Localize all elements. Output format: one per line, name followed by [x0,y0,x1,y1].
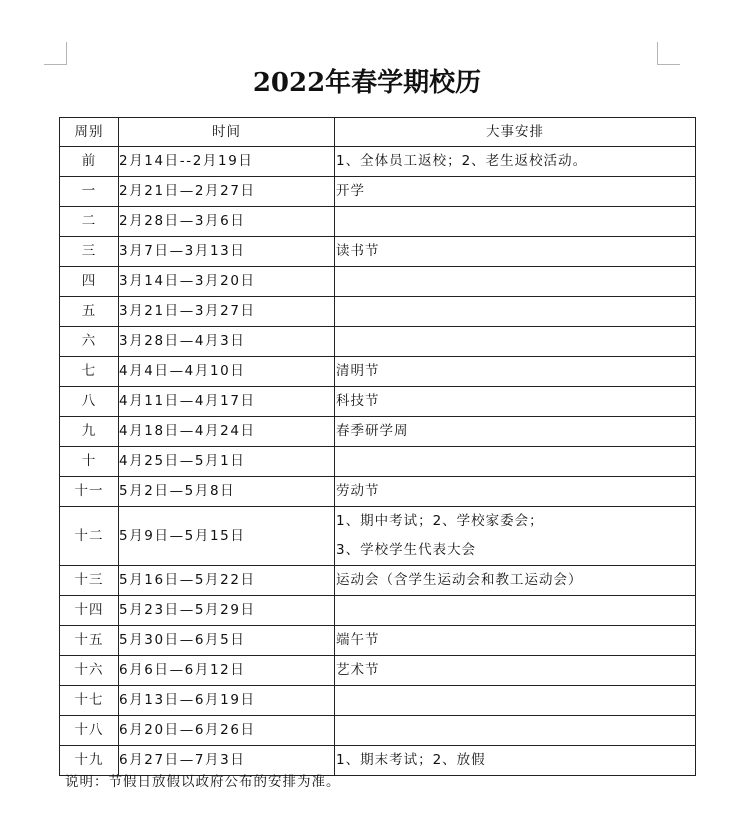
table-row [60,267,696,297]
event-line: 1、全体员工返校；2、老生返校活动。 [336,153,588,169]
week-cell: 四 [60,267,119,297]
table-row [60,177,696,207]
table-body [60,147,696,776]
events-cell [335,507,696,566]
week-cell: 十三 [60,566,119,596]
date-cell: 2月21日—2月27日 [119,177,335,207]
footnote: 说明：节假日放假以政府公布的安排为准。 [65,774,341,790]
event-line: 艺术节 [336,662,380,678]
event-line: 读书节 [336,243,380,259]
date-cell: 3月14日—3月20日 [119,267,335,297]
events-cell [335,686,696,716]
events-cell [335,716,696,746]
calendar-table [59,117,696,776]
date-cell: 2月28日—3月6日 [119,207,335,237]
events-cell [335,417,696,447]
event-line: 春季研学周 [336,423,409,439]
table-row [60,686,696,716]
week-cell: 十九 [60,746,119,776]
date-cell: 5月16日—5月22日 [119,566,335,596]
events-cell [335,477,696,507]
date-cell: 4月4日—4月10日 [119,357,335,387]
week-cell: 前 [60,147,119,177]
crop-mark-top-right [657,42,680,65]
date-cell: 4月11日—4月17日 [119,387,335,417]
events-cell [335,656,696,686]
date-cell: 6月6日—6月12日 [119,656,335,686]
header-events: 大事安排 [335,118,696,147]
event-line: 开学 [336,183,365,199]
events-cell [335,207,696,237]
table-row [60,596,696,626]
header-date: 时间 [119,118,335,147]
event-line: 1、期中考试；2、学校家委会； [336,513,544,529]
table-row [60,447,696,477]
date-cell: 3月28日—4月3日 [119,327,335,357]
date-cell: 2月14日--2月19日 [119,147,335,177]
week-cell: 七 [60,357,119,387]
events-cell [335,596,696,626]
events-cell [335,297,696,327]
week-cell: 一 [60,177,119,207]
table-header-row [60,118,696,147]
table-row [60,357,696,387]
week-cell: 十七 [60,686,119,716]
table-row [60,477,696,507]
event-line: 科技节 [336,393,380,409]
date-cell: 4月18日—4月24日 [119,417,335,447]
events-cell [335,566,696,596]
event-line: 3、学校学生代表大会 [336,542,477,558]
events-cell [335,267,696,297]
event-line: 运动会（含学生运动会和教工运动会） [336,572,583,588]
week-cell: 九 [60,417,119,447]
events-cell [335,447,696,477]
week-cell: 十 [60,447,119,477]
events-cell [335,147,696,177]
crop-mark-top-left [44,42,67,65]
table-row [60,656,696,686]
events-cell [335,626,696,656]
date-cell: 6月27日—7月3日 [119,746,335,776]
week-cell: 十八 [60,716,119,746]
date-cell: 6月20日—6月26日 [119,716,335,746]
date-cell: 6月13日—6月19日 [119,686,335,716]
events-cell [335,746,696,776]
week-cell: 三 [60,237,119,267]
date-cell: 5月2日—5月8日 [119,477,335,507]
date-cell: 3月7日—3月13日 [119,237,335,267]
week-cell: 十四 [60,596,119,626]
table-row [60,626,696,656]
events-cell [335,327,696,357]
week-cell: 五 [60,297,119,327]
event-line: 劳动节 [336,483,380,499]
events-cell [335,237,696,267]
event-line: 1、期末考试；2、放假 [336,752,486,768]
table-row [60,327,696,357]
events-cell [335,177,696,207]
date-cell: 4月25日—5月1日 [119,447,335,477]
week-cell: 十一 [60,477,119,507]
week-cell: 十五 [60,626,119,656]
event-line: 端午节 [336,632,380,648]
header-week: 周别 [60,118,119,147]
events-cell [335,387,696,417]
table-row [60,716,696,746]
table-row [60,207,696,237]
date-cell: 5月9日—5月15日 [119,507,335,566]
date-cell: 3月21日—3月27日 [119,297,335,327]
table-row [60,297,696,327]
week-cell: 二 [60,207,119,237]
week-cell: 十二 [60,507,119,566]
date-cell: 5月23日—5月29日 [119,596,335,626]
events-cell [335,357,696,387]
table-row [60,566,696,596]
week-cell: 六 [60,327,119,357]
week-cell: 十六 [60,656,119,686]
table-row [60,147,696,177]
table-row [60,237,696,267]
table-row [60,417,696,447]
table-row [60,507,696,566]
page-title: 2022年春学期校历 [252,68,482,98]
table-row [60,387,696,417]
event-line: 清明节 [336,363,380,379]
date-cell: 5月30日—6月5日 [119,626,335,656]
week-cell: 八 [60,387,119,417]
